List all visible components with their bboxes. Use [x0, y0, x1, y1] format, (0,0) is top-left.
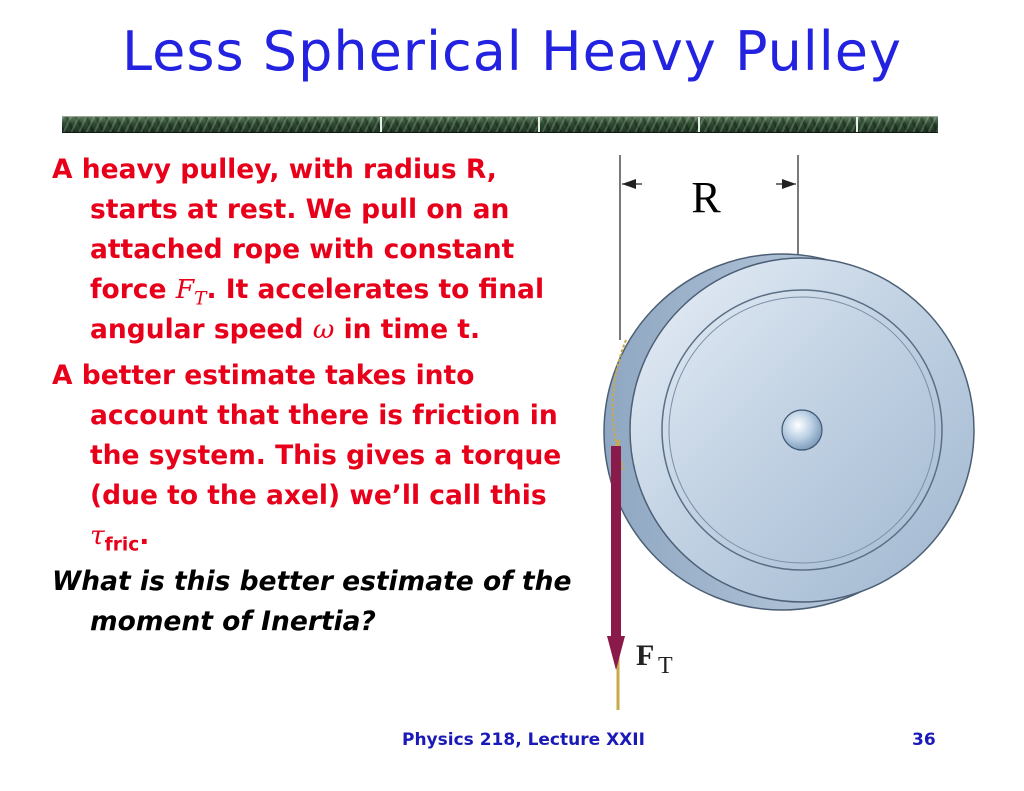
divider-seam: [538, 117, 540, 132]
slide-body: [52, 150, 592, 648]
friction-text-2: .: [139, 520, 150, 551]
force-symbol: F: [175, 274, 195, 305]
setup-text-1: A heavy pulley, with radius R, starts at rest. We pull on an attached rope with constant force: [52, 154, 515, 305]
tau-symbol: τ: [90, 520, 105, 551]
force-subscript: T: [194, 288, 207, 310]
paragraph-setup: [52, 150, 592, 350]
slide-title: Less Spherical Heavy Pulley: [122, 20, 902, 83]
title-divider: [62, 116, 938, 133]
pulley-axle: [782, 410, 822, 450]
paragraph-question: What is this better estimate of the moment of Inertia?: [52, 566, 572, 637]
divider-seam: [698, 117, 700, 132]
force-label-subscript: T: [658, 653, 673, 679]
tau-subscript: fric: [104, 534, 140, 556]
radius-label: R: [691, 173, 721, 222]
friction-text-1: A better estimate takes into account that there is friction in the system. This gives a torque (due to the axel) we’ll call this: [52, 360, 562, 511]
divider-seam: [380, 117, 382, 132]
page-number: 36: [912, 730, 936, 750]
arrow-head-right: [782, 179, 796, 189]
paragraph-friction: [52, 356, 592, 556]
setup-text-2: . It accelerates to final angular speed: [90, 274, 545, 345]
force-label: F: [636, 639, 655, 672]
setup-text-3: in time t.: [334, 314, 481, 345]
divider-seam: [856, 117, 858, 132]
force-arrow-shaft: [611, 446, 621, 638]
omega-symbol: ω: [312, 314, 335, 345]
force-arrow-head: [607, 636, 625, 670]
pulley-figure: [596, 140, 996, 720]
footer-course: Physics 218, Lecture XXII: [402, 730, 645, 750]
arrow-head-left: [622, 179, 636, 189]
